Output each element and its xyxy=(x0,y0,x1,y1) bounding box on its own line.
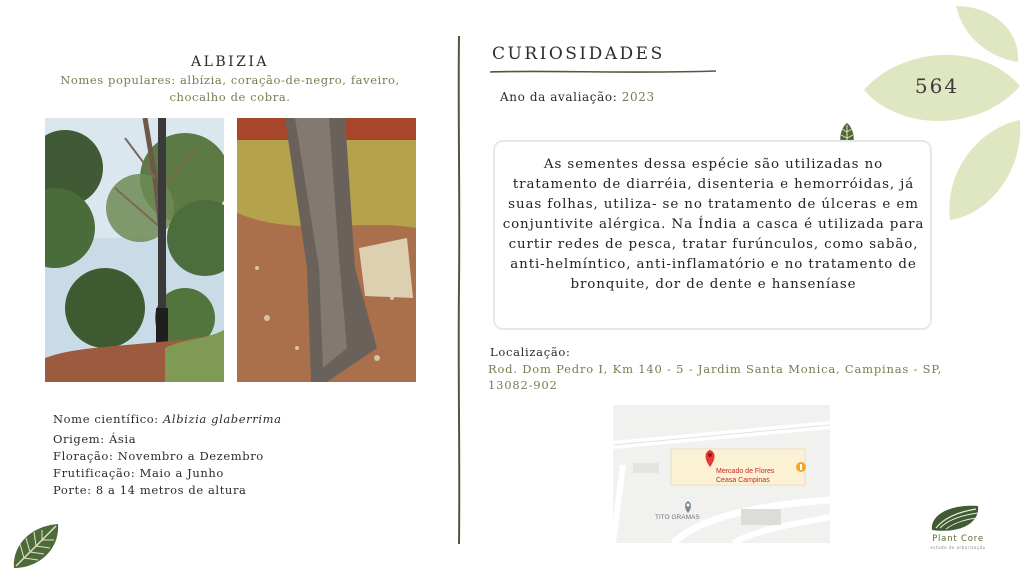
size-label: Porte: xyxy=(53,483,92,497)
scientific-name-row xyxy=(53,411,383,428)
location-label: Localização: xyxy=(490,345,571,359)
location-address: Rod. Dom Pedro I, Km 140 - 5 - Jardim Santa Monica, Campinas - SP, 13082-902 xyxy=(488,362,943,392)
fruiting-label: Frutificação: xyxy=(53,466,136,480)
size-row xyxy=(53,482,383,499)
origin-label: Origem: xyxy=(53,432,105,446)
curiosities-text: As sementes dessa espécie são utilizadas no tratamento de diarréia, disenteria e hemorróidas, já suas folhas, utiliza- se no tratamento de úlceras e em conjuntivite alérgica. Na Índia a casca é utilizada para curtir redes de pesca, tratar furúnculos, como sabão, anti-helmíntico, anti-inflamatório e no tratamento de bronquite, dor de dente e hanseníase xyxy=(502,157,925,292)
plant-core-logo xyxy=(918,500,998,556)
evaluation-year-label: Ano da avaliação: xyxy=(500,90,618,104)
map-place-name-line2: Ceasa Campinas xyxy=(716,477,770,484)
tree-photo xyxy=(45,118,224,382)
brand-name: Plant Core xyxy=(932,534,984,544)
fruiting-value: Maio a Junho xyxy=(139,466,224,480)
evaluation-year-value: 2023 xyxy=(621,90,655,104)
location-map[interactable] xyxy=(613,405,830,543)
curiosities-box xyxy=(493,140,932,330)
plant-core-leaf-icon xyxy=(918,500,998,534)
size-value: 8 a 14 metros de altura xyxy=(95,483,247,497)
flowering-label: Floração: xyxy=(53,449,114,463)
evaluation-year xyxy=(500,90,655,104)
map-secondary-place: TITO GRAMAS xyxy=(655,514,700,521)
fruiting-row xyxy=(53,465,383,482)
species-title: ALBIZIA xyxy=(190,54,270,70)
trunk-photo xyxy=(237,118,416,382)
map-place-name-line1: Mercado de Flores xyxy=(716,468,775,475)
tree-number-badge: 564 xyxy=(914,74,960,98)
curiosities-title: CURIOSIDADES xyxy=(492,44,665,64)
brand-tagline: estudo de arborização xyxy=(930,545,986,550)
species-facts xyxy=(53,411,383,499)
flowering-value: Novembro a Dezembro xyxy=(117,449,264,463)
scientific-name-label: Nome científico: xyxy=(53,412,159,426)
decorative-leaf-bottom-left xyxy=(10,520,62,572)
scientific-name-value: Albizia glaberrima xyxy=(163,412,282,426)
origin-row xyxy=(53,431,383,448)
leaf-top-icon xyxy=(956,6,1018,62)
food-pin-icon xyxy=(796,462,806,472)
origin-value: Ásia xyxy=(109,432,137,446)
title-underline xyxy=(490,68,716,76)
column-divider xyxy=(456,36,462,544)
flowering-row xyxy=(53,448,383,465)
popular-names: Nomes populares: albízia, coração-de-negro, faveiro, chocalho de cobra. xyxy=(60,73,400,104)
leaf-bottom-icon xyxy=(949,120,1020,220)
